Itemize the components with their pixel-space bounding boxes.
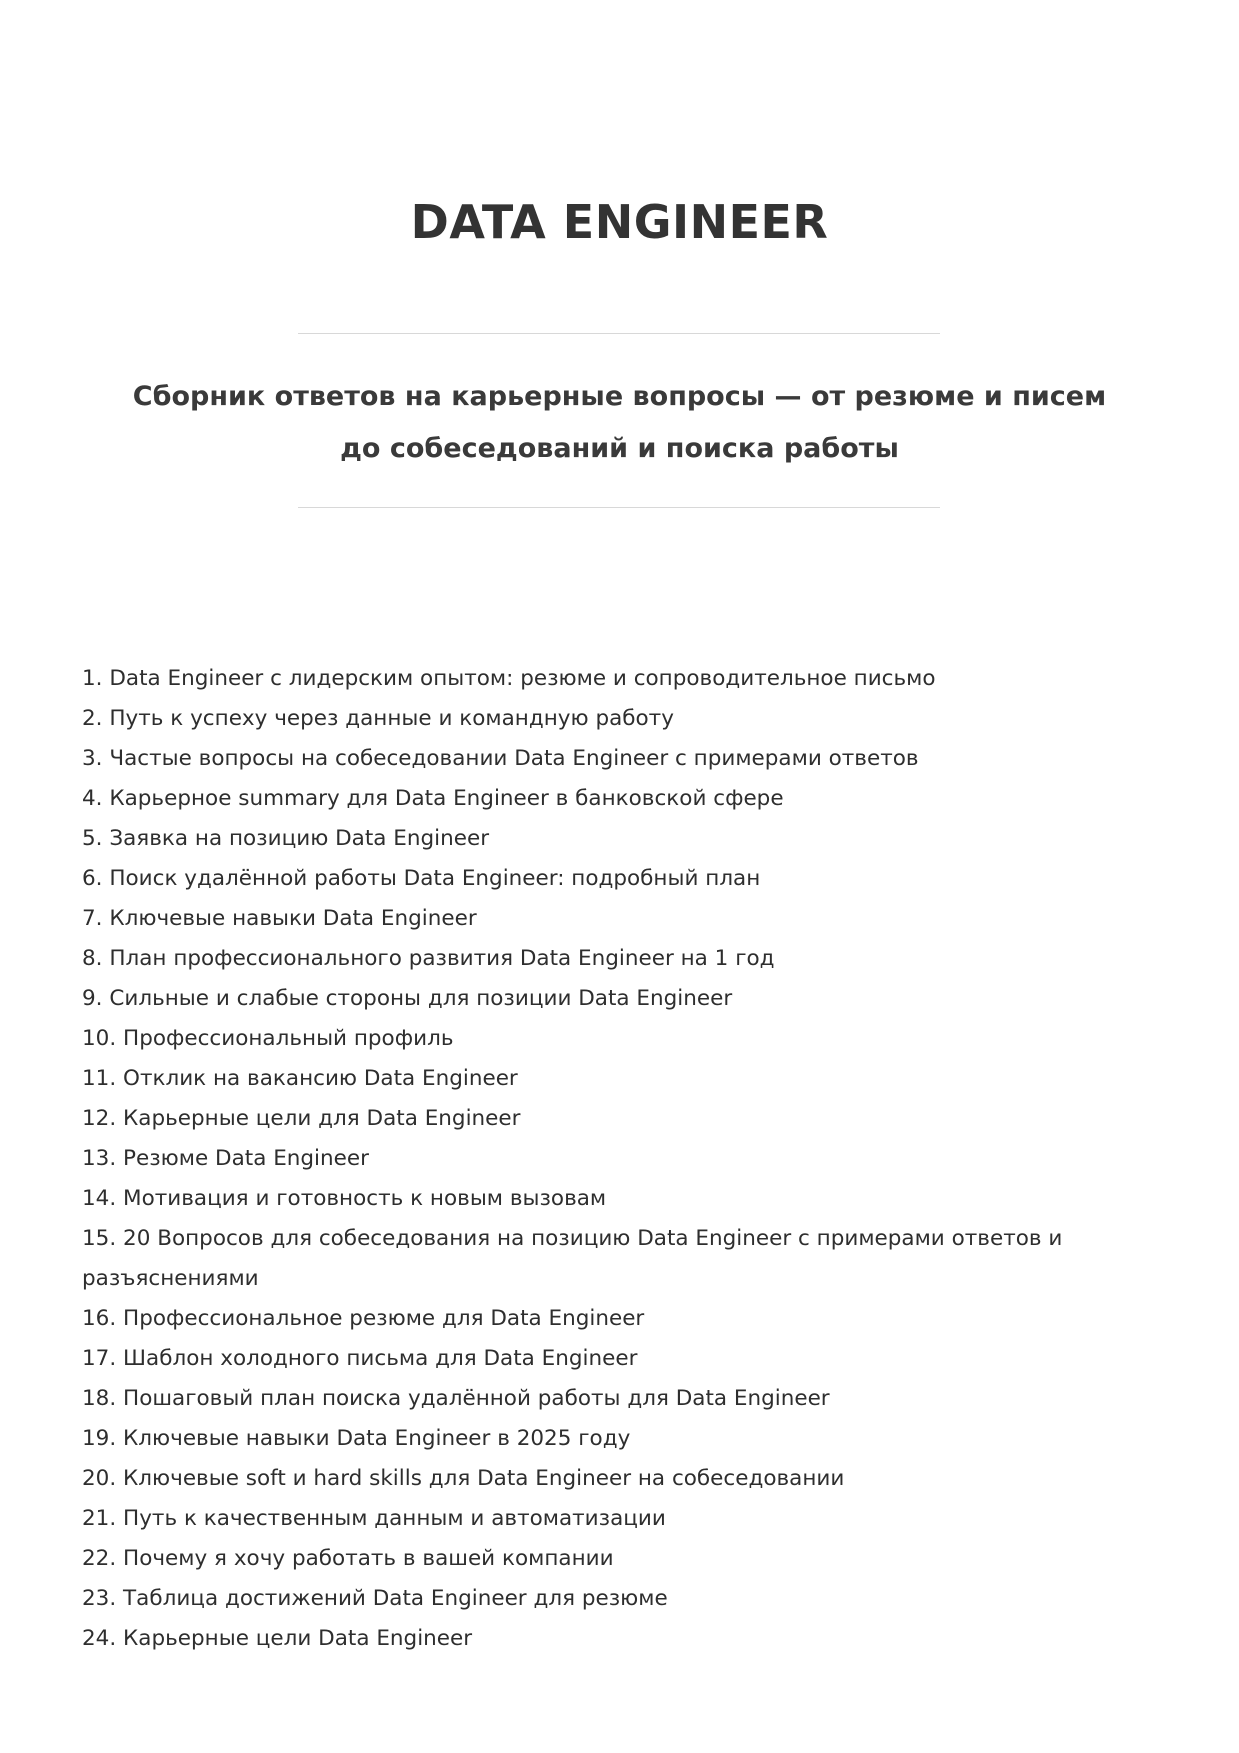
toc-item: 18. Пошаговый план поиска удалённой работы для Data Engineer [82, 1386, 830, 1411]
toc-item: 12. Карьерные цели для Data Engineer [82, 1106, 521, 1131]
toc-item: 14. Мотивация и готовность к новым вызовам [82, 1186, 607, 1211]
toc-item: 4. Карьерное summary для Data Engineer в банковской сфере [82, 786, 784, 811]
toc-item: 6. Поиск удалённой работы Data Engineer: подробный план [82, 866, 761, 891]
toc-item: 9. Сильные и слабые стороны для позиции Data Engineer [82, 986, 733, 1011]
toc-item: 5. Заявка на позицию Data Engineer [82, 826, 490, 851]
divider-top [298, 333, 940, 334]
toc-item: 22. Почему я хочу работать в вашей компании [82, 1546, 614, 1571]
toc-item: 16. Профессиональное резюме для Data Engineer [82, 1306, 645, 1331]
toc-item: 10. Профессиональный профиль [82, 1026, 454, 1051]
toc-item: 13. Резюме Data Engineer [82, 1146, 369, 1171]
toc-item: 19. Ключевые навыки Data Engineer в 2025 году [82, 1426, 631, 1451]
table-of-contents [82, 659, 1142, 1659]
document-title: DATA ENGINEER [410, 195, 829, 249]
toc-item: 24. Карьерные цели Data Engineer [82, 1626, 473, 1651]
toc-item: 7. Ключевые навыки Data Engineer [82, 906, 477, 931]
toc-item: 15. 20 Вопросов для собеседования на позицию Data Engineer с примерами ответов и разъяснениями [82, 1226, 1063, 1291]
toc-item: 8. План профессионального развития Data Engineer на 1 год [82, 946, 775, 971]
toc-item: 11. Отклик на вакансию Data Engineer [82, 1066, 518, 1091]
toc-item: 3. Частые вопросы на собеседовании Data Engineer с примерами ответов [82, 746, 919, 771]
toc-item: 21. Путь к качественным данным и автоматизации [82, 1506, 666, 1531]
toc-item: 2. Путь к успеху через данные и командную работу [82, 706, 674, 731]
toc-item: 1. Data Engineer с лидерским опытом: резюме и сопроводительное письмо [82, 666, 936, 691]
toc-item: 20. Ключевые soft и hard skills для Data Engineer на собеседовании [82, 1466, 845, 1491]
divider-bottom [298, 507, 940, 508]
toc-item: 23. Таблица достижений Data Engineer для резюме [82, 1586, 668, 1611]
toc-item: 17. Шаблон холодного письма для Data Engineer [82, 1346, 638, 1371]
document-subtitle: Сборник ответов на карьерные вопросы — от резюме и писем до собеседований и поиска работы [132, 381, 1107, 464]
